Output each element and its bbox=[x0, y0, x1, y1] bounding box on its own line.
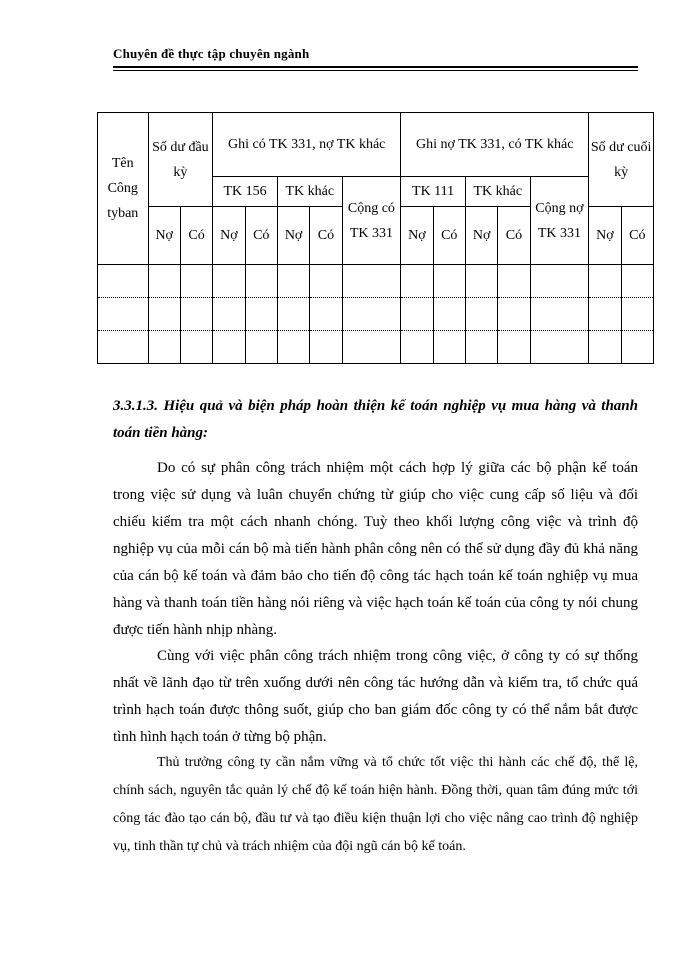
col-total-credit: Cộng có TK 331 bbox=[342, 177, 401, 265]
col-co: Có bbox=[433, 207, 465, 265]
table-row bbox=[98, 331, 654, 364]
paragraph: Thủ trưởng công ty cần nắm vững và tổ chức tốt việc thi hành các chế độ, thể lệ, chính sách, nguyên tắc quản lý chế độ kế toán hiện hành. Đồng thời, quan tâm đúng mức tới công tác đào tạo cán bộ, đầu tư và tạo điều kiện thuận lợi cho việc nâng cao trình độ nghiệp vụ, tinh thần tự chủ và trách nhiệm của đội ngũ cán bộ kế toán. bbox=[113, 755, 638, 854]
col-no: Nợ bbox=[148, 207, 180, 265]
header-rule bbox=[113, 66, 638, 68]
paragraph: Do có sự phân công trách nhiệm một cách hợp lý giữa các bộ phận kế toán trong việc sử dụng và luân chuyển chứng từ giúp cho việc cung cấp số liệu và đối chiếu kiểm tra một cách nhanh chóng. Tuỳ theo khối lượng công việc và trình độ nghiệp vụ của mỗi cán bộ mà tiến hành phân công nên có thể sử dụng đầy đủ khả năng của cán bộ kế toán và đảm bảo cho tiến độ công tác hạch toán kế toán nghiệp vụ mua hàng và thanh toán tiền hàng nói riêng và việc hạch toán kế toán của công ty nói chung được tiến hành nhịp nhàng. bbox=[113, 460, 638, 638]
header-rule-thin bbox=[113, 70, 638, 71]
col-no: Nợ bbox=[465, 207, 497, 265]
table-row bbox=[98, 298, 654, 331]
col-no: Nợ bbox=[277, 207, 309, 265]
col-tk-other-credit: TK khác bbox=[277, 177, 342, 207]
col-no: Nợ bbox=[213, 207, 245, 265]
ledger-table bbox=[97, 112, 654, 364]
col-opening-balance: Số dư đầu kỳ bbox=[148, 113, 213, 207]
col-closing-balance: Số dư cuối kỳ bbox=[589, 113, 654, 207]
col-co: Có bbox=[180, 207, 212, 265]
col-no: Nợ bbox=[589, 207, 621, 265]
paragraph: Cùng với việc phân công trách nhiệm trong công việc, ở công ty có sự thống nhất về lãnh đạo từ trên xuống dưới nên công tác hướng dẫn và kiểm tra, tổ chức quá trình hạch toán được thông suốt, giúp cho ban giám đốc công ty có thể nắm bắt được tình hình hạch toán ở từng bộ phận. bbox=[113, 648, 638, 745]
col-co: Có bbox=[310, 207, 342, 265]
col-total-debit: Cộng nợ TK 331 bbox=[530, 177, 589, 265]
group-credit: Ghi có TK 331, nợ TK khác bbox=[213, 113, 401, 177]
table-row bbox=[98, 265, 654, 298]
group-debit: Ghi nợ TK 331, có TK khác bbox=[401, 113, 589, 177]
col-supplier: Tên Công tyban bbox=[98, 113, 149, 265]
col-co: Có bbox=[498, 207, 530, 265]
col-tk-other-debit: TK khác bbox=[465, 177, 530, 207]
col-co: Có bbox=[621, 207, 653, 265]
col-co: Có bbox=[245, 207, 277, 265]
section-heading: 3.3.1.3. Hiệu quả và biện pháp hoàn thiện kế toán nghiệp vụ mua hàng và thanh toán tiền hàng: bbox=[113, 398, 638, 441]
page-header: Chuyên đề thực tập chuyên ngành bbox=[113, 46, 310, 61]
col-tk156: TK 156 bbox=[213, 177, 278, 207]
col-no: Nợ bbox=[401, 207, 433, 265]
col-tk111: TK 111 bbox=[401, 177, 466, 207]
